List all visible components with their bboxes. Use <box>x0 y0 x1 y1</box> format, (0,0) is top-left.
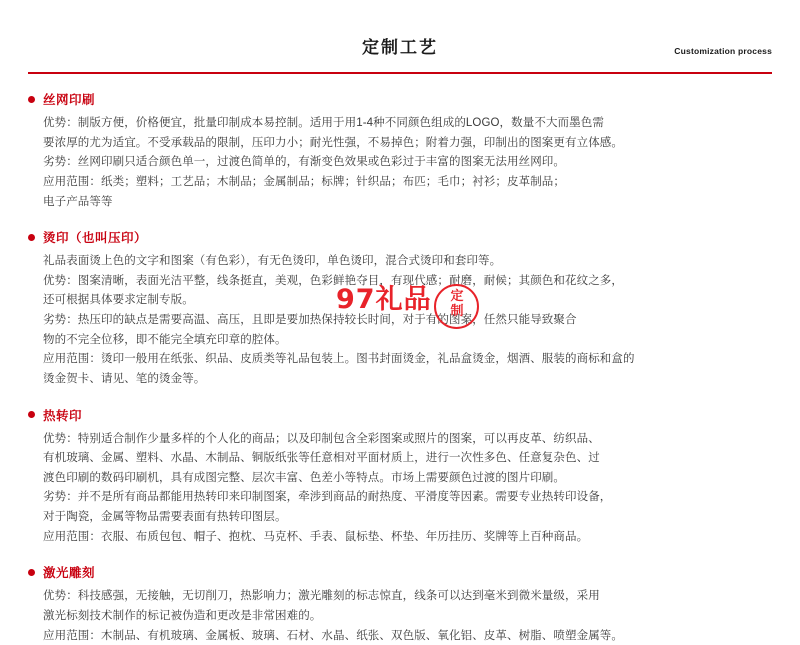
paragraph-line: 电子产品等等 <box>43 193 772 212</box>
section-title-label: 热转印 <box>43 406 82 424</box>
section-title-label: 烫印（也叫压印） <box>43 228 147 246</box>
header-divider <box>28 72 772 74</box>
watermark-badge-text: 定制 <box>448 289 466 319</box>
paragraph-line: 劣势：热压印的缺点是需要高温、高压，且即是要加热保持较长时间，对于有的图案，任然只能导致聚合 <box>43 311 772 330</box>
watermark-text: 97礼品 <box>336 277 432 316</box>
section-body <box>28 430 772 547</box>
section-body <box>28 114 772 211</box>
paragraph-line: 还可根据具体要求定制专版。 <box>43 291 772 310</box>
page-title: 定制工艺 <box>28 33 772 58</box>
bullet-icon <box>28 96 35 103</box>
section-heading <box>28 228 772 246</box>
paragraph-line: 激光标刻技术制作的标记被伪造和更改是非常困难的。 <box>43 607 772 626</box>
paragraph-line: 应用范围：纸类；塑料；工艺品；木制品；金属制品；标牌；针织品；布匹；毛巾；衬衫；皮革制品； <box>43 173 772 192</box>
paragraph-line: 应用范围：木制品、有机玻璃、金属板、玻璃、石材、水晶、纸张、双色版、氧化铝、皮革、树脂、喷塑金属等。 <box>43 627 772 645</box>
paragraph-line: 优势：特别适合制作少量多样的个人化的商品；以及印制包含全彩图案或照片的图案，可以再皮革、纺织品、 <box>43 430 772 449</box>
paragraph-line: 有机玻璃、金属、塑料、水晶、木制品、铜版纸张等任意相对平面材质上，进行一次性多色、任意复杂色、过 <box>43 449 772 468</box>
section-heading <box>28 563 772 581</box>
paragraph-line: 劣势：并不是所有商品都能用热转印来印制图案，牵涉到商品的耐热度、平滑度等因素。需要专业热转印设备， <box>43 488 772 507</box>
section-heat-transfer <box>28 406 772 547</box>
paragraph-line: 优势：制版方便，价格便宜，批量印制成本易控制。适用于用1-4种不同颜色组成的LOGO，数量不大而墨色需 <box>43 114 772 133</box>
bullet-icon <box>28 234 35 241</box>
section-heading <box>28 90 772 108</box>
paragraph-line: 应用范围：衣服、布质包包、帽子、抱枕、马克杯、手表、鼠标垫、杯垫、年历挂历、奖牌等上百种商品。 <box>43 528 772 547</box>
page-subtitle: Customization process <box>674 46 772 56</box>
page-header <box>28 0 772 72</box>
section-title-label: 激光雕刻 <box>43 563 95 581</box>
paragraph-line: 物的不完全位移，即不能完全填充印章的腔体。 <box>43 331 772 350</box>
section-laser-engraving <box>28 563 772 645</box>
paragraph-line: 应用范围：烫印一般用在纸张、织品、皮质类等礼品包装上。图书封面烫金，礼品盒烫金，烟酒、服装的商标和盒的 <box>43 350 772 369</box>
bullet-icon <box>28 569 35 576</box>
section-body <box>28 587 772 645</box>
paragraph-line: 烫金贺卡、请见、笔的烫金等。 <box>43 370 772 389</box>
paragraph-line: 优势：科技感强，无接触，无切削刀，热影响力；激光雕刻的标志惊直，线条可以达到毫米到微米量级，采用 <box>43 587 772 606</box>
content-area <box>28 90 772 645</box>
bullet-icon <box>28 411 35 418</box>
section-silkscreen <box>28 90 772 211</box>
paragraph-line: 劣势：丝网印刷只适合颜色单一，过渡色简单的，有渐变色效果或色彩过于丰富的图案无法用丝网印。 <box>43 153 772 172</box>
paragraph-line: 对于陶瓷，金属等物品需要表面有热转印图层。 <box>43 508 772 527</box>
paragraph-line: 优势：图案清晰，表面光洁平整，线条挺直，美观，色彩鲜艳夺目，有现代感；耐磨，耐候；其颜色和花纹之多， <box>43 272 772 291</box>
section-title-label: 丝网印刷 <box>43 90 95 108</box>
paragraph-line: 礼品表面烫上色的文字和图案（有色彩），有无色烫印，单色烫印，混合式烫印和套印等。 <box>43 252 772 271</box>
paragraph-line: 渡色印刷的数码印刷机，具有成图完整、层次丰富、色差小等特点。市场上需要颜色过渡的图片印刷。 <box>43 469 772 488</box>
section-hot-stamping <box>28 228 772 388</box>
paragraph-line: 要浓厚的尤为适宜。不受承载品的限制，压印力小；耐光性强，不易掉色；附着力强，印制出的图案更有立体感。 <box>43 134 772 153</box>
section-heading <box>28 406 772 424</box>
section-body <box>28 252 772 388</box>
